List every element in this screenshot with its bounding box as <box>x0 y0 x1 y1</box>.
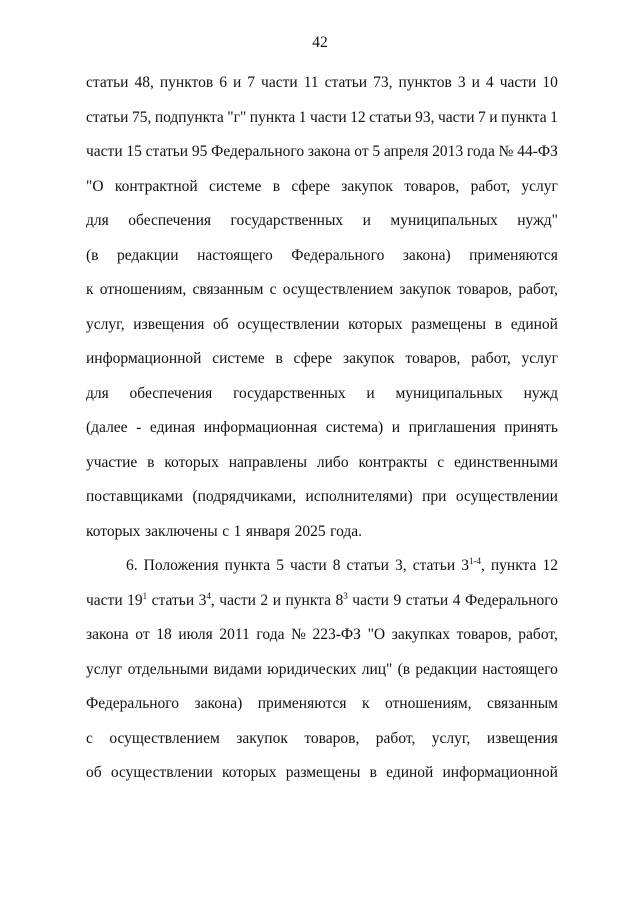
paragraph-2-line-1: 6. Положения пункта 5 части 8 статьи 3, статьи 3$^{1-4}$, пункта 12 <box>126 555 558 574</box>
paragraph-1-line-11: (далее - единая информационная система) и приглашения принять <box>86 419 558 436</box>
paragraph-2 <box>86 553 558 795</box>
paragraph-1-line-4: "О контрактной системе в сфере закупок товаров, работ, услуг <box>86 177 558 195</box>
paragraph-1-line-6: (в редакции настоящего Федерального закона) применяются <box>86 246 558 264</box>
page-number: 42 <box>312 34 328 51</box>
paragraph-2-line-2: части $19^1$ статьи $3^4$, части 2 и пункта $8^3$ части 9 статьи 4 Федерального <box>86 590 558 609</box>
paragraph-2-rest-line-1: закона от 18 июля 2011 года № 223-ФЗ "О закупках товаров, работ, <box>86 626 558 643</box>
paragraph-2-rest <box>86 622 558 795</box>
paragraph-1 <box>86 70 558 553</box>
paragraph-1-line-2: статьи 75, подпункта "г" пункта 1 части 12 статьи 93, части 7 и пункта 1 <box>86 108 558 126</box>
paragraph-1-line-13: поставщиками (подрядчиками, исполнителями) при осуществлении <box>86 488 558 505</box>
paragraph-2-rest-line-5: об осуществлении которых размещены в единой информационной <box>86 764 558 781</box>
paragraph-1-line-14: которых заключены с 1 января 2025 года. <box>86 522 363 540</box>
paragraph-1-line-5: для обеспечения государственных и муниципальных нужд" <box>86 212 558 229</box>
paragraph-1-line-8: услуг, извещения об осуществлении которых размещены в единой <box>86 315 558 333</box>
paragraph-2-rest-line-4: с осуществлением закупок товаров, работ, услуг, извещения <box>86 729 558 747</box>
paragraph-1-line-9: информационной системе в сфере закупок товаров, работ, услуг <box>86 350 558 367</box>
paragraph-1-line-10: для обеспечения государственных и муниципальных нужд <box>86 384 558 402</box>
document-body <box>86 70 558 795</box>
paragraph-1-line-1: статьи 48, пунктов 6 и 7 части 11 статьи 73, пунктов 3 и 4 части 10 <box>86 74 558 91</box>
paragraph-1-line-12: участие в которых направлены либо контракты с единственными <box>86 453 558 471</box>
paragraph-2-rest-line-3: Федерального закона) применяются к отношениям, связанным <box>86 695 558 712</box>
paragraph-1-line-3: части 15 статьи 95 Федерального закона от 5 апреля 2013 года № 44-ФЗ <box>86 143 558 160</box>
paragraph-2-rest-line-2: услуг отдельными видами юридических лиц" (в редакции настоящего <box>86 660 558 678</box>
paragraph-1-line-7: к отношениям, связанным с осуществлением закупок товаров, работ, <box>86 281 558 298</box>
